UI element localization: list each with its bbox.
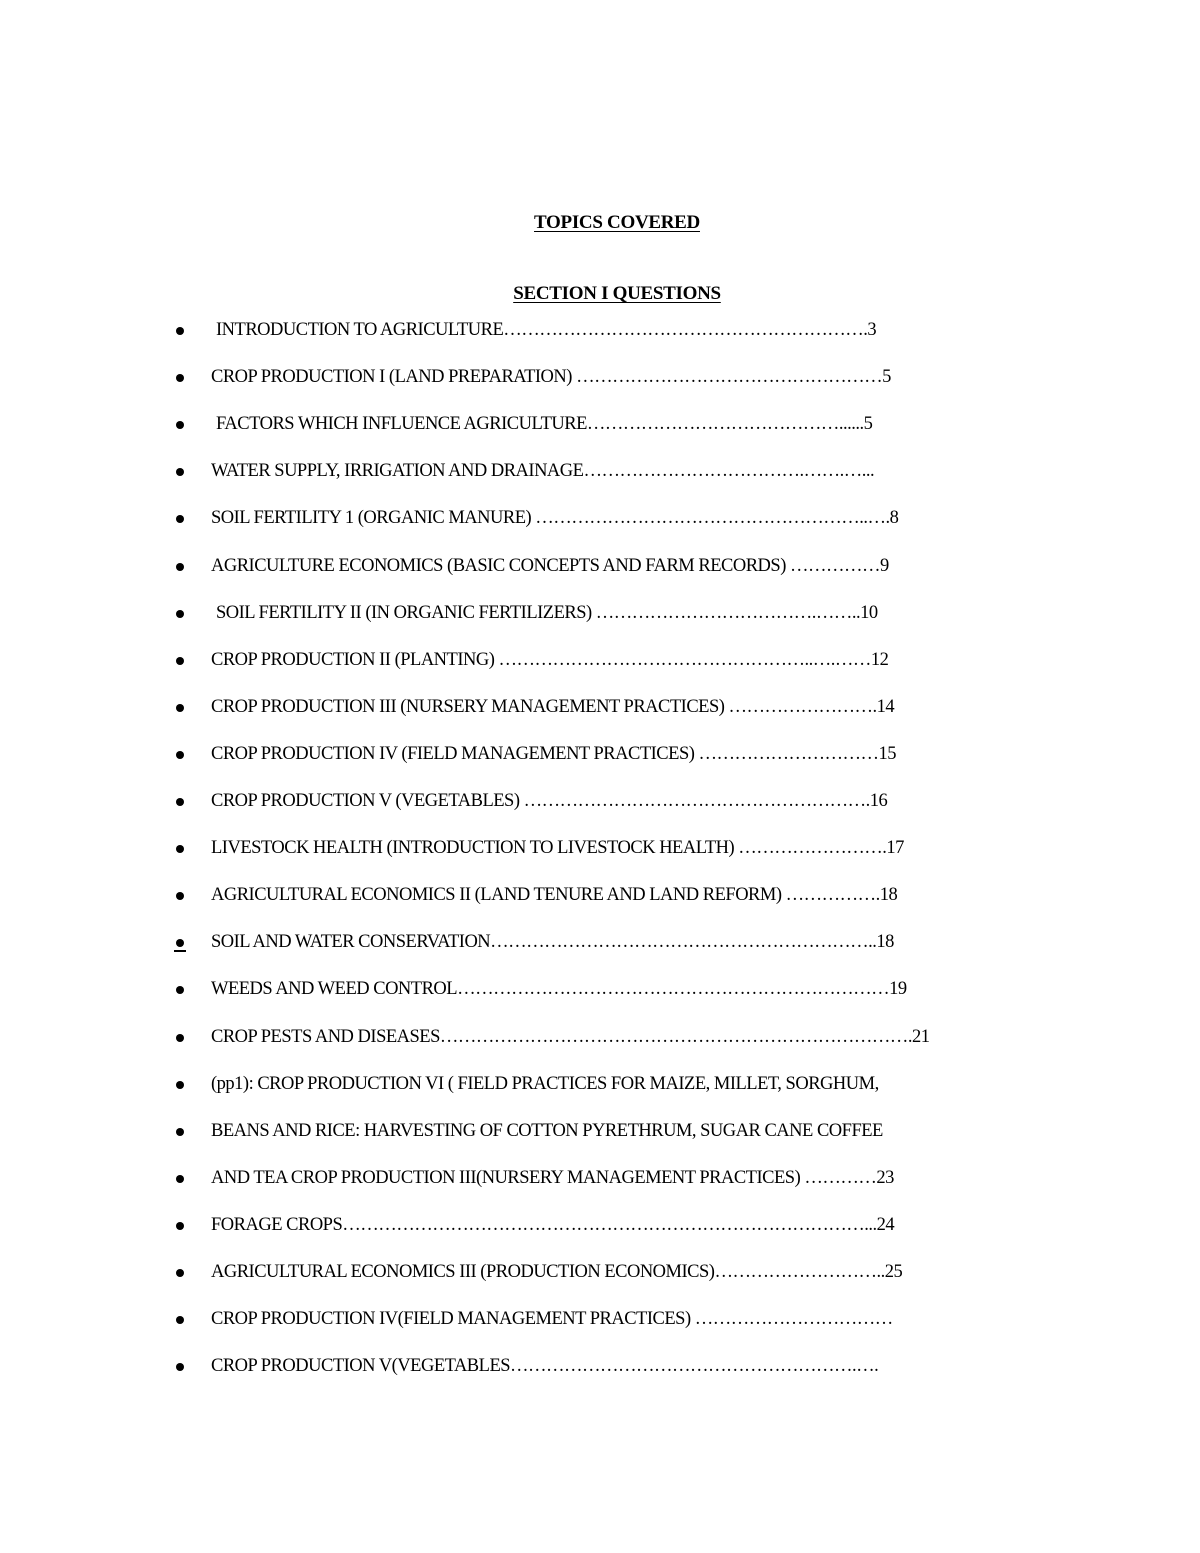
- toc-entry: [0, 1258, 1200, 1286]
- toc-entry: [0, 363, 1200, 391]
- bullet-icon: [176, 657, 184, 665]
- bullet-icon: [176, 986, 184, 994]
- bullet-icon: [176, 563, 184, 571]
- toc-entry-text: FORAGE CROPS……………………………………………………………………………...24: [211, 1214, 895, 1235]
- bullet-icon: [176, 1316, 184, 1324]
- toc-entry: [0, 1117, 1200, 1145]
- bullet-icon: [176, 468, 184, 476]
- toc-entry-text: SOIL FERTILITY 1 (ORGANIC MANURE) ………………………………………………..….8: [211, 508, 899, 529]
- bullet-icon: [176, 939, 184, 947]
- bullet-icon: [176, 1128, 184, 1136]
- page-title: TOPICS COVERED: [534, 212, 700, 233]
- toc-entry-text: SOIL FERTILITY II (IN ORGANIC FERTILIZERS) ……………………………….……..10: [216, 602, 878, 623]
- toc-entry-text: INTRODUCTION TO AGRICULTURE…………………………………………………….3: [216, 320, 877, 340]
- bullet-icon: [176, 1081, 184, 1089]
- bullet-icon: [176, 892, 184, 900]
- bullet-icon: [176, 751, 184, 759]
- toc-entry: [0, 740, 1200, 768]
- toc-entry: [0, 552, 1200, 580]
- toc-entry-text: CROP PRODUCTION II (PLANTING) ……………………………………………..….……12: [211, 649, 889, 670]
- toc-entry-text: CROP PRODUCTION V(VEGETABLES………………………………………………….….: [211, 1356, 879, 1377]
- toc-entry: [0, 646, 1200, 674]
- toc-entry-text: WATER SUPPLY, IRRIGATION AND DRAINAGE……………………………….…….…...: [211, 461, 875, 482]
- toc-entry-text: CROP PESTS AND DISEASES…………………………………………………………………….21: [211, 1026, 930, 1047]
- toc-entry: [0, 928, 1200, 956]
- bullet-icon: [176, 327, 184, 335]
- toc-entry-text: AGRICULTURAL ECONOMICS III (PRODUCTION ECONOMICS)………………………..25: [211, 1262, 903, 1282]
- toc-entry: [0, 1070, 1200, 1098]
- toc-entry: [0, 599, 1200, 627]
- toc-entry-text: AND TEA CROP PRODUCTION III(NURSERY MANAGEMENT PRACTICES) …………23: [211, 1167, 894, 1188]
- bullet-icon: [176, 610, 184, 618]
- bullet-icon: [176, 704, 184, 712]
- toc-entry: [0, 975, 1200, 1003]
- toc-entry-text: SOIL AND WATER CONSERVATION………………………………………………………..18: [211, 932, 894, 953]
- toc-entry-text: (pp1): CROP PRODUCTION VI ( FIELD PRACTICES FOR MAIZE, MILLET, SORGHUM,: [211, 1073, 879, 1094]
- bullet-icon: [176, 1363, 184, 1371]
- toc-entry: [0, 1305, 1200, 1333]
- toc-entry-text: BEANS AND RICE: HARVESTING OF COTTON PYRETHRUM, SUGAR CANE COFFEE: [211, 1120, 883, 1141]
- toc-entry-text: CROP PRODUCTION V (VEGETABLES) ………………………………………………….16: [211, 791, 888, 811]
- bullet-icon: [176, 1222, 184, 1230]
- toc-entry-text: WEEDS AND WEED CONTROL………………………………………………………………19: [211, 979, 907, 1000]
- bullet-icon: [176, 374, 184, 382]
- toc-entry-text: CROP PRODUCTION III (NURSERY MANAGEMENT PRACTICES) …………………….14: [211, 696, 895, 717]
- toc-entry-text: AGRICULTURE ECONOMICS (BASIC CONCEPTS AND FARM RECORDS) ……………9: [211, 555, 889, 576]
- toc-entry-text: CROP PRODUCTION IV(FIELD MANAGEMENT PRACTICES) ……………………………: [211, 1309, 893, 1330]
- toc-entry-text: LIVESTOCK HEALTH (INTRODUCTION TO LIVESTOCK HEALTH) …………………….17: [211, 838, 904, 859]
- toc-entry: [0, 504, 1200, 532]
- section-title: SECTION I QUESTIONS: [513, 283, 721, 304]
- toc-entry-text: AGRICULTURAL ECONOMICS II (LAND TENURE AND LAND REFORM) …………….18: [211, 885, 898, 906]
- toc-entry: [0, 1023, 1200, 1051]
- toc-entry: [0, 410, 1200, 438]
- toc-entry-text: CROP PRODUCTION IV (FIELD MANAGEMENT PRACTICES) …………………………15: [211, 743, 897, 764]
- toc-entry: [0, 881, 1200, 909]
- toc-entry: [0, 1211, 1200, 1239]
- toc-entry: [0, 316, 1200, 344]
- toc-entry: [0, 1352, 1200, 1380]
- bullet-icon: [176, 1269, 184, 1277]
- toc-entry: [0, 693, 1200, 721]
- bullet-icon: [176, 845, 184, 853]
- toc-entry: [0, 1164, 1200, 1192]
- bullet-icon: [176, 1175, 184, 1183]
- toc-entry-text: FACTORS WHICH INFLUENCE AGRICULTURE……………………………………......5: [216, 414, 873, 435]
- bullet-icon: [176, 421, 184, 429]
- toc-entry: [0, 787, 1200, 815]
- toc-entry: [0, 457, 1200, 485]
- bullet-icon: [176, 515, 184, 523]
- bullet-icon: [176, 798, 184, 806]
- toc-entry: [0, 834, 1200, 862]
- toc-entry-text: CROP PRODUCTION I (LAND PREPARATION) ……………………………………………5: [211, 367, 891, 388]
- bullet-icon: [176, 1034, 184, 1042]
